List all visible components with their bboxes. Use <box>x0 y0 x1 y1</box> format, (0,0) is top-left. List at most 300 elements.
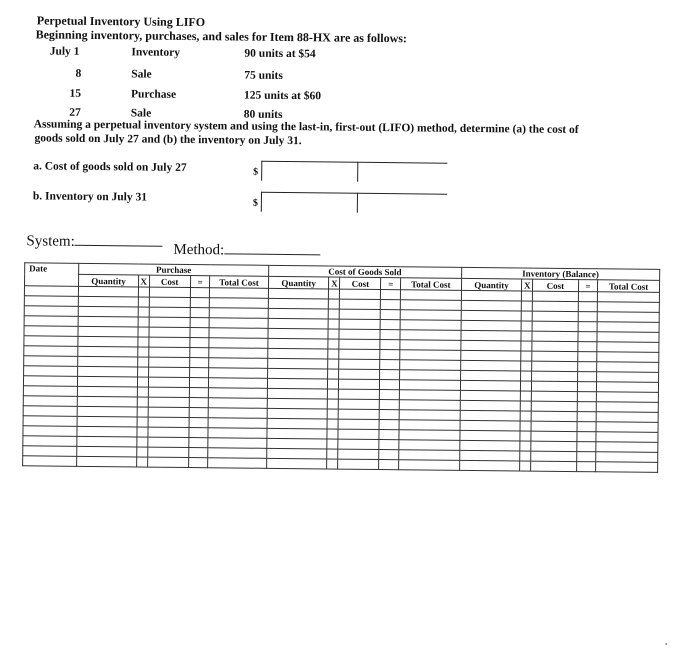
table-cell[interactable] <box>577 392 597 402</box>
table-cell[interactable] <box>78 386 138 397</box>
table-cell[interactable] <box>188 447 208 457</box>
table-cell[interactable] <box>460 410 521 421</box>
table-cell[interactable] <box>380 409 400 419</box>
table-cell[interactable] <box>576 462 596 472</box>
table-cell[interactable] <box>268 298 329 309</box>
table-cell[interactable] <box>399 450 460 461</box>
table-cell[interactable] <box>339 359 380 369</box>
table-cell[interactable] <box>148 427 189 437</box>
table-cell[interactable] <box>338 449 379 459</box>
table-cell[interactable] <box>267 408 328 419</box>
table-cell[interactable] <box>400 310 461 321</box>
table-cell[interactable] <box>532 331 578 341</box>
table-cell[interactable] <box>521 331 532 341</box>
table-cell[interactable] <box>531 421 577 431</box>
table-cell[interactable] <box>533 291 579 301</box>
table-cell[interactable] <box>532 301 578 311</box>
table-cell[interactable] <box>189 358 209 368</box>
table-cell[interactable] <box>399 440 460 451</box>
table-cell[interactable] <box>78 296 138 307</box>
table-cell[interactable] <box>532 361 578 371</box>
table-cell[interactable] <box>381 320 401 330</box>
table-cell[interactable] <box>148 407 189 417</box>
table-cell[interactable] <box>460 350 521 361</box>
table-cell[interactable] <box>520 441 531 451</box>
table-cell[interactable] <box>597 382 659 393</box>
table-cell[interactable] <box>531 401 577 411</box>
table-cell[interactable] <box>339 339 380 349</box>
table-cell[interactable] <box>267 398 328 409</box>
table-cell[interactable] <box>380 340 400 350</box>
table-cell[interactable] <box>531 441 577 451</box>
transaction-date: July 1 <box>49 45 80 58</box>
table-cell[interactable] <box>209 308 268 319</box>
table-cell[interactable] <box>578 332 598 342</box>
table-cell[interactable] <box>461 320 522 331</box>
table-cell[interactable] <box>190 308 210 318</box>
table-cell[interactable] <box>190 328 210 338</box>
table-cell[interactable] <box>23 406 77 417</box>
table-cell[interactable] <box>461 290 522 301</box>
table-cell[interactable] <box>136 447 147 457</box>
table-cell[interactable] <box>521 381 532 391</box>
table-cell[interactable] <box>597 362 659 373</box>
table-cell[interactable] <box>138 347 149 357</box>
table-cell[interactable] <box>380 350 400 360</box>
table-cell[interactable] <box>329 319 340 329</box>
table-cell[interactable] <box>578 292 598 302</box>
table-cell[interactable] <box>531 431 577 441</box>
table-cell[interactable] <box>577 412 597 422</box>
col-total-cost: Total Cost <box>598 280 660 293</box>
table-cell[interactable] <box>78 356 138 367</box>
table-cell[interactable] <box>521 371 532 381</box>
table-cell[interactable] <box>209 358 268 369</box>
table-cell[interactable] <box>380 360 400 370</box>
table-cell[interactable] <box>597 322 659 333</box>
table-cell[interactable] <box>339 389 380 399</box>
table-cell[interactable] <box>78 366 138 377</box>
table-cell[interactable] <box>522 301 533 311</box>
table-cell[interactable] <box>460 430 521 441</box>
table-cell[interactable] <box>399 370 460 381</box>
table-cell[interactable] <box>24 326 78 337</box>
table-cell[interactable] <box>380 389 400 399</box>
table-cell[interactable] <box>23 416 77 427</box>
table-cell[interactable] <box>24 366 78 377</box>
col-quantity: Quantity <box>461 278 522 291</box>
table-cell[interactable] <box>460 400 521 411</box>
table-cell[interactable] <box>596 392 658 403</box>
table-cell[interactable] <box>268 338 329 349</box>
table-cell[interactable] <box>190 338 210 348</box>
table-cell[interactable] <box>577 402 597 412</box>
table-cell[interactable] <box>137 387 148 397</box>
table-cell[interactable] <box>400 340 461 351</box>
table-cell[interactable] <box>596 402 658 413</box>
table-cell[interactable] <box>137 367 148 377</box>
table-cell[interactable] <box>597 342 659 353</box>
table-cell[interactable] <box>461 310 522 321</box>
table-cell[interactable] <box>380 370 400 380</box>
transaction-kind: Inventory <box>131 46 181 59</box>
table-cell[interactable] <box>531 451 577 461</box>
table-cell[interactable] <box>327 439 338 449</box>
table-cell[interactable] <box>522 291 533 301</box>
table-cell[interactable] <box>576 452 596 462</box>
table-cell[interactable] <box>531 411 577 421</box>
table-cell[interactable] <box>329 289 340 299</box>
table-cell[interactable] <box>399 420 460 431</box>
table-cell[interactable] <box>577 422 597 432</box>
table-cell[interactable] <box>380 379 400 389</box>
table-cell[interactable] <box>189 378 209 388</box>
table-cell[interactable] <box>328 399 339 409</box>
table-cell[interactable] <box>596 422 658 433</box>
table-cell[interactable] <box>461 330 522 341</box>
table-cell[interactable] <box>338 429 379 439</box>
table-cell[interactable] <box>400 300 461 311</box>
table-cell[interactable] <box>189 437 209 447</box>
table-cell[interactable] <box>520 461 531 471</box>
table-cell[interactable] <box>208 418 267 429</box>
table-cell[interactable] <box>340 289 381 299</box>
table-cell[interactable] <box>400 330 461 341</box>
table-cell[interactable] <box>380 399 400 409</box>
table-cell[interactable] <box>596 432 658 443</box>
table-cell[interactable] <box>461 300 522 311</box>
table-cell[interactable] <box>137 397 148 407</box>
table-cell[interactable] <box>597 352 659 363</box>
table-cell[interactable] <box>400 320 461 331</box>
table-cell[interactable] <box>379 449 399 459</box>
table-cell[interactable] <box>381 290 401 300</box>
table-cell[interactable] <box>327 459 338 469</box>
table-cell[interactable] <box>149 317 190 327</box>
table-cell[interactable] <box>189 418 209 428</box>
table-cell[interactable] <box>520 411 531 421</box>
table-cell[interactable] <box>268 308 329 319</box>
table-cell[interactable] <box>329 299 340 309</box>
system-field[interactable] <box>26 233 163 251</box>
table-cell[interactable] <box>148 387 189 397</box>
table-cell[interactable] <box>208 458 267 469</box>
table-cell[interactable] <box>381 300 401 310</box>
table-cell[interactable] <box>266 448 327 459</box>
table-cell[interactable] <box>148 377 189 387</box>
table-cell[interactable] <box>461 340 522 351</box>
table-cell[interactable] <box>267 428 328 439</box>
table-cell[interactable] <box>147 457 188 467</box>
table-cell[interactable] <box>328 389 339 399</box>
table-cell[interactable] <box>597 372 659 383</box>
table-cell[interactable] <box>268 348 329 359</box>
table-cell[interactable] <box>209 348 268 359</box>
table-cell[interactable] <box>577 372 597 382</box>
table-cell[interactable] <box>596 412 658 423</box>
table-cell[interactable] <box>521 341 532 351</box>
table-cell[interactable] <box>23 456 77 467</box>
table-cell[interactable] <box>329 309 340 319</box>
table-cell[interactable] <box>147 447 188 457</box>
table-cell[interactable] <box>596 442 658 453</box>
table-cell[interactable] <box>577 352 597 362</box>
table-cell[interactable] <box>79 286 139 297</box>
table-cell[interactable] <box>23 446 77 457</box>
table-cell[interactable] <box>521 361 532 371</box>
table-cell[interactable] <box>521 401 532 411</box>
table-cell[interactable] <box>327 449 338 459</box>
table-cell[interactable] <box>266 458 327 469</box>
table-cell[interactable] <box>24 286 78 297</box>
table-cell[interactable] <box>78 346 138 357</box>
table-cell[interactable] <box>208 398 267 409</box>
table-cell[interactable] <box>460 420 521 431</box>
table-cell[interactable] <box>23 376 77 387</box>
table-cell[interactable] <box>189 398 209 408</box>
table-cell[interactable] <box>148 417 189 427</box>
table-cell[interactable] <box>77 426 137 437</box>
table-cell[interactable] <box>208 408 267 419</box>
table-cell[interactable] <box>138 327 149 337</box>
table-cell[interactable] <box>328 329 339 339</box>
table-cell[interactable] <box>460 370 521 381</box>
table-cell[interactable] <box>149 307 190 317</box>
table-cell[interactable] <box>267 368 328 379</box>
table-cell[interactable] <box>148 357 189 367</box>
table-cell[interactable] <box>597 312 659 323</box>
table-cell[interactable] <box>521 321 532 331</box>
table-cell[interactable] <box>77 436 137 447</box>
table-cell[interactable] <box>137 377 148 387</box>
table-cell[interactable] <box>136 457 147 467</box>
table-cell[interactable] <box>137 417 148 427</box>
table-cell[interactable] <box>459 440 520 451</box>
table-cell[interactable] <box>339 319 380 329</box>
table-cell[interactable] <box>577 382 597 392</box>
answer-a-field[interactable] <box>253 161 453 185</box>
table-cell[interactable] <box>267 438 328 449</box>
table-cell[interactable] <box>267 378 328 389</box>
table-cell[interactable] <box>400 360 461 371</box>
table-cell[interactable] <box>596 452 658 463</box>
table-cell[interactable] <box>328 339 339 349</box>
table-cell[interactable] <box>379 459 399 469</box>
table-cell[interactable] <box>267 358 328 369</box>
table-cell[interactable] <box>188 457 208 467</box>
table-cell[interactable] <box>338 419 379 429</box>
table-cell[interactable] <box>532 371 578 381</box>
table-cell[interactable] <box>78 376 138 387</box>
table-cell[interactable] <box>598 292 660 303</box>
table-cell[interactable] <box>399 410 460 421</box>
method-field[interactable] <box>173 242 320 261</box>
table-cell[interactable] <box>149 327 190 337</box>
table-cell[interactable] <box>400 290 461 301</box>
problem-title: Perpetual Inventory Using LIFO <box>36 13 206 30</box>
table-cell[interactable] <box>379 419 399 429</box>
table-cell[interactable] <box>399 380 460 391</box>
table-cell[interactable] <box>521 311 532 321</box>
table-cell[interactable] <box>209 328 268 339</box>
table-cell[interactable] <box>210 298 269 309</box>
table-cell[interactable] <box>576 442 596 452</box>
table-cell[interactable] <box>78 326 138 337</box>
table-cell[interactable] <box>597 332 659 343</box>
table-cell[interactable] <box>327 419 338 429</box>
table-cell[interactable] <box>23 436 77 447</box>
table-cell[interactable] <box>189 388 209 398</box>
table-cell[interactable] <box>339 399 380 409</box>
table-cell[interactable] <box>532 311 578 321</box>
table-cell[interactable] <box>24 316 78 327</box>
table-cell[interactable] <box>381 310 401 320</box>
table-cell[interactable] <box>399 400 460 411</box>
table-cell[interactable] <box>521 351 532 361</box>
table-cell[interactable] <box>521 391 532 401</box>
table-cell[interactable] <box>399 390 460 401</box>
table-cell[interactable] <box>209 388 268 399</box>
table-cell[interactable] <box>268 318 329 329</box>
table-cell[interactable] <box>460 380 521 391</box>
table-cell[interactable] <box>23 386 77 397</box>
table-cell[interactable] <box>520 451 531 461</box>
table-cell[interactable] <box>340 299 381 309</box>
table-cell[interactable] <box>24 356 78 367</box>
table-cell[interactable] <box>597 302 659 313</box>
table-cell[interactable] <box>268 288 329 299</box>
table-cell[interactable] <box>137 427 148 437</box>
table-cell[interactable] <box>532 341 578 351</box>
table-cell[interactable] <box>327 429 338 439</box>
table-cell[interactable] <box>339 349 380 359</box>
table-cell[interactable] <box>148 367 189 377</box>
table-cell[interactable] <box>190 298 210 308</box>
table-cell[interactable] <box>209 378 268 389</box>
table-cell[interactable] <box>339 309 380 319</box>
table-cell[interactable] <box>149 297 190 307</box>
table-cell[interactable] <box>379 439 399 449</box>
table-body <box>23 286 660 473</box>
table-cell[interactable] <box>208 448 267 459</box>
table-cell[interactable] <box>23 396 77 407</box>
table-cell[interactable] <box>189 428 209 438</box>
table-cell[interactable] <box>138 307 149 317</box>
table-cell[interactable] <box>137 437 148 447</box>
table-cell[interactable] <box>148 347 189 357</box>
table-cell[interactable] <box>268 328 329 339</box>
table-cell[interactable] <box>578 302 598 312</box>
table-cell[interactable] <box>267 418 328 429</box>
table-cell[interactable] <box>339 329 380 339</box>
table-cell[interactable] <box>328 409 339 419</box>
table-cell[interactable] <box>210 288 269 299</box>
table-cell[interactable] <box>520 431 531 441</box>
table-cell[interactable] <box>138 337 149 347</box>
table-cell[interactable] <box>532 321 578 331</box>
table-cell[interactable] <box>78 336 138 347</box>
table-cell[interactable] <box>78 316 138 327</box>
table-cell[interactable] <box>578 322 598 332</box>
table-cell[interactable] <box>138 317 149 327</box>
table-cell[interactable] <box>338 409 379 419</box>
table-cell[interactable] <box>379 429 399 439</box>
table-cell[interactable] <box>399 460 460 471</box>
table-cell[interactable] <box>531 461 577 471</box>
table-cell[interactable] <box>209 318 268 329</box>
answer-b-field[interactable] <box>253 192 453 216</box>
table-cell[interactable] <box>578 342 598 352</box>
table-cell[interactable] <box>460 360 521 371</box>
table-cell[interactable] <box>267 388 328 399</box>
table-cell[interactable] <box>24 296 78 307</box>
table-cell[interactable] <box>209 338 268 349</box>
table-cell[interactable] <box>208 428 267 439</box>
table-cell[interactable] <box>577 432 597 442</box>
table-cell[interactable] <box>189 408 209 418</box>
table-cell[interactable] <box>338 439 379 449</box>
table-cell[interactable] <box>78 306 138 317</box>
table-cell[interactable] <box>138 287 149 297</box>
table-cell[interactable] <box>137 357 148 367</box>
table-cell[interactable] <box>24 346 78 357</box>
table-cell[interactable] <box>380 330 400 340</box>
table-cell[interactable] <box>328 379 339 389</box>
table-cell[interactable] <box>328 359 339 369</box>
table-cell[interactable] <box>190 318 210 328</box>
table-cell[interactable] <box>328 349 339 359</box>
table-cell[interactable] <box>578 312 598 322</box>
table-cell[interactable] <box>520 421 531 431</box>
table-cell[interactable] <box>460 390 521 401</box>
table-cell[interactable] <box>596 462 658 473</box>
table-cell[interactable] <box>190 348 210 358</box>
table-cell[interactable] <box>148 397 189 407</box>
table-cell[interactable] <box>339 379 380 389</box>
table-cell[interactable] <box>209 368 268 379</box>
col-cost: Cost <box>340 277 381 289</box>
table-cell[interactable] <box>77 406 137 417</box>
table-cell[interactable] <box>147 437 188 447</box>
table-cell[interactable] <box>532 351 578 361</box>
table-cell[interactable] <box>328 369 339 379</box>
table-cell[interactable] <box>137 407 148 417</box>
table-cell[interactable] <box>459 450 520 461</box>
table-cell[interactable] <box>208 438 267 449</box>
table-cell[interactable] <box>24 336 78 347</box>
table-cell[interactable] <box>148 337 189 347</box>
col-total-cost: Total Cost <box>210 276 269 289</box>
table-cell[interactable] <box>77 396 137 407</box>
table-cell[interactable] <box>400 350 461 361</box>
table-cell[interactable] <box>149 287 190 297</box>
table-cell[interactable] <box>77 416 137 427</box>
table-cell[interactable] <box>399 430 460 441</box>
table-cell[interactable] <box>77 456 137 467</box>
table-cell[interactable] <box>459 460 520 471</box>
table-cell[interactable] <box>190 288 210 298</box>
table-cell[interactable] <box>77 446 137 457</box>
table-cell[interactable] <box>23 426 77 437</box>
table-cell[interactable] <box>338 459 379 469</box>
table-cell[interactable] <box>531 391 577 401</box>
table-cell[interactable] <box>24 306 78 317</box>
table-cell[interactable] <box>339 369 380 379</box>
table-cell[interactable] <box>577 362 597 372</box>
table-cell[interactable] <box>532 381 578 391</box>
table-cell[interactable] <box>189 368 209 378</box>
table-cell[interactable] <box>138 297 149 307</box>
